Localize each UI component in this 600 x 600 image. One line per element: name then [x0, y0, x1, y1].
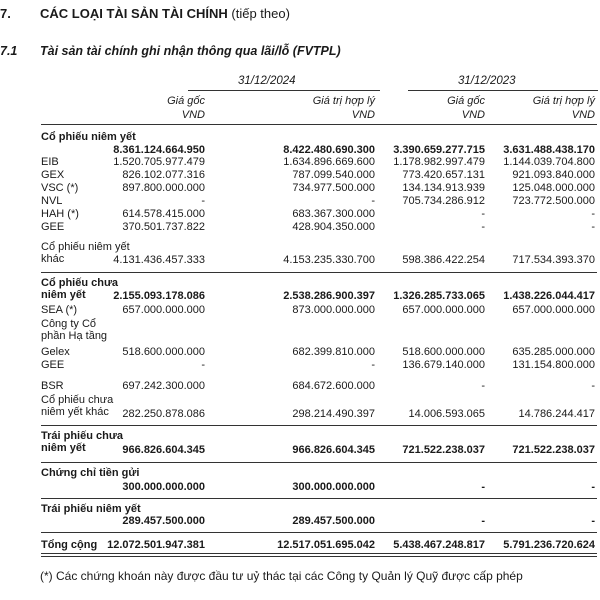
- cell-cost-2024: 697.242.300.000: [122, 380, 205, 392]
- section-title-suffix: (tiếp theo): [231, 6, 290, 21]
- cell-cost-2023: 136.679.140.000: [402, 359, 485, 371]
- column-header-unit: VND: [461, 109, 485, 121]
- cell-cost-2023: 14.006.593.065: [408, 408, 485, 420]
- column-header-cost-2023: [447, 94, 485, 122]
- cell-cost-2023: 773.420.657.131: [402, 169, 485, 181]
- period-2023-rule: [408, 90, 598, 91]
- cell-cost-2024: 2.155.093.178.086: [113, 290, 205, 302]
- cell-fair-value-2024: 684.672.600.000: [292, 380, 375, 392]
- cell-cost-2024: 282.250.878.086: [122, 408, 205, 420]
- row-label: Trái phiếu niêm yết: [41, 503, 141, 515]
- cell-fair-value-2023: -: [591, 221, 595, 233]
- column-header-unit: VND: [351, 109, 375, 121]
- cell-fair-value-2023: 635.285.000.000: [512, 346, 595, 358]
- cell-cost-2023: 5.438.467.248.817: [393, 539, 485, 551]
- row-label: EIB: [41, 156, 59, 168]
- cell-cost-2023: 518.600.000.000: [402, 346, 485, 358]
- row-label: NVL: [41, 195, 63, 207]
- cell-cost-2023: -: [481, 380, 485, 392]
- cell-fair-value-2023: 921.093.840.000: [512, 169, 595, 181]
- cell-fair-value-2023: 3.631.488.438.170: [503, 144, 595, 156]
- row-label: BSR: [41, 380, 64, 392]
- cell-fair-value-2024: 1.634.896.669.600: [283, 156, 375, 168]
- cell-fair-value-2024: 289.457.500.000: [292, 515, 375, 527]
- cell-fair-value-2023: 721.522.238.037: [512, 444, 595, 456]
- cell-fair-value-2024: 966.826.604.345: [292, 444, 375, 456]
- cell-fair-value-2023: 717.534.393.370: [512, 254, 595, 266]
- cell-cost-2024: 370.501.737.822: [122, 221, 205, 233]
- cell-cost-2024: 8.361.124.664.950: [113, 144, 205, 156]
- cell-cost-2024: 1.520.705.977.479: [113, 156, 205, 168]
- cell-cost-2024: -: [201, 195, 205, 207]
- row-label: Trái phiếu chưa niêm yết: [41, 430, 123, 454]
- cell-cost-2024: 614.578.415.000: [122, 208, 205, 220]
- row-label: Công ty Cổ phần Hạ tầng: [41, 318, 108, 342]
- column-header-fair-value-2023: [533, 94, 595, 122]
- cell-cost-2023: 657.000.000.000: [402, 304, 485, 316]
- cell-cost-2024: 300.000.000.000: [122, 481, 205, 493]
- cell-fair-value-2024: 300.000.000.000: [292, 481, 375, 493]
- cell-fair-value-2024: 873.000.000.000: [292, 304, 375, 316]
- row-label: SEA (*): [41, 304, 78, 316]
- cell-cost-2024: 657.000.000.000: [122, 304, 205, 316]
- cell-cost-2023: 1.326.285.733.065: [393, 290, 485, 302]
- subsection-title: Tài sản tài chính ghi nhận thông qua lãi/lỗ (FVTPL): [40, 44, 341, 58]
- cell-cost-2023: 705.734.286.912: [402, 195, 485, 207]
- column-header-label: Giá trị hợp lý: [532, 95, 595, 107]
- row-label: Cổ phiếu chưa niêm yết khác: [41, 394, 114, 418]
- cell-cost-2023: -: [481, 481, 485, 493]
- cell-fair-value-2024: 683.367.300.000: [292, 208, 375, 220]
- row-label: Cổ phiếu niêm yết khác: [41, 241, 130, 265]
- row-label: Cổ phiếu niêm yết: [41, 131, 136, 143]
- cell-fair-value-2024: -: [371, 195, 375, 207]
- row-label: Gelex: [41, 346, 70, 358]
- cell-fair-value-2023: 723.772.500.000: [512, 195, 595, 207]
- column-header-fair-value-2024: [313, 94, 375, 122]
- cell-fair-value-2024: 12.517.051.695.042: [277, 539, 375, 551]
- subsection-number: 7.1: [0, 44, 18, 58]
- cell-cost-2023: -: [481, 515, 485, 527]
- cell-fair-value-2023: 131.154.800.000: [512, 359, 595, 371]
- cell-fair-value-2023: 1.438.226.044.417: [503, 290, 595, 302]
- cell-cost-2023: 598.386.422.254: [402, 254, 485, 266]
- section-title-main: CÁC LOẠI TÀI SẢN TÀI CHÍNH: [40, 6, 228, 21]
- cell-fair-value-2024: 682.399.810.000: [292, 346, 375, 358]
- cell-fair-value-2023: -: [591, 481, 595, 493]
- column-header-unit: VND: [571, 109, 595, 121]
- total-rule-top: [41, 553, 597, 554]
- subtotal-rule: [41, 272, 597, 273]
- cell-fair-value-2023: -: [591, 515, 595, 527]
- row-rule: [41, 462, 597, 463]
- footnote: (*) Các chứng khoán này được đầu tư uỷ thác tại các Công ty Quản lý Quỹ được cấp phép: [40, 569, 523, 583]
- cell-cost-2023: -: [481, 221, 485, 233]
- section-number: 7.: [0, 6, 11, 21]
- cell-fair-value-2024: 8.422.480.690.300: [283, 144, 375, 156]
- column-header-cost-2024: [167, 94, 205, 122]
- row-label: HAH (*): [41, 208, 79, 220]
- cell-fair-value-2023: -: [591, 380, 595, 392]
- cell-fair-value-2024: 787.099.540.000: [292, 169, 375, 181]
- cell-fair-value-2024: 298.214.490.397: [292, 408, 375, 420]
- header-rule: [41, 124, 597, 125]
- cell-cost-2024: 518.600.000.000: [122, 346, 205, 358]
- subtotal-rule: [41, 425, 597, 426]
- section-title: [40, 6, 290, 21]
- cell-cost-2024: 12.072.501.947.381: [107, 539, 205, 551]
- cell-cost-2023: -: [481, 208, 485, 220]
- row-label: Chứng chỉ tiền gửi: [41, 467, 140, 479]
- row-label: Tổng cộng: [41, 539, 98, 551]
- period-2024: 31/12/2024: [238, 75, 296, 87]
- cell-fair-value-2024: -: [371, 359, 375, 371]
- cell-cost-2023: 3.390.659.277.715: [393, 144, 485, 156]
- row-label: VSC (*): [41, 182, 79, 194]
- cell-fair-value-2024: 4.153.235.330.700: [283, 254, 375, 266]
- cell-fair-value-2023: 1.144.039.704.800: [503, 156, 595, 168]
- period-2023: 31/12/2023: [458, 75, 516, 87]
- column-header-label: Giá gốc: [447, 95, 485, 107]
- column-header-label: Giá gốc: [167, 95, 205, 107]
- cell-fair-value-2024: 2.538.286.900.397: [283, 290, 375, 302]
- cell-cost-2023: 134.134.913.939: [402, 182, 485, 194]
- row-label: GEE: [41, 359, 65, 371]
- column-header-label: Giá trị hợp lý: [312, 95, 375, 107]
- row-label: Cổ phiếu chưa niêm yết: [41, 277, 119, 301]
- cell-fair-value-2023: 14.786.244.417: [518, 408, 595, 420]
- row-label: GEE: [41, 221, 65, 233]
- row-rule: [41, 532, 597, 533]
- cell-fair-value-2023: 657.000.000.000: [512, 304, 595, 316]
- cell-cost-2024: 289.457.500.000: [122, 515, 205, 527]
- cell-cost-2024: 966.826.604.345: [122, 444, 205, 456]
- column-header-unit: VND: [181, 109, 205, 121]
- cell-cost-2024: 826.102.077.316: [122, 169, 205, 181]
- row-rule: [41, 498, 597, 499]
- cell-cost-2024: 897.800.000.000: [122, 182, 205, 194]
- cell-cost-2023: 721.522.238.037: [402, 444, 485, 456]
- cell-fair-value-2024: 734.977.500.000: [292, 182, 375, 194]
- cell-fair-value-2023: -: [591, 208, 595, 220]
- cell-cost-2023: 1.178.982.997.479: [393, 156, 485, 168]
- row-label: GEX: [41, 169, 65, 181]
- cell-fair-value-2023: 125.048.000.000: [512, 182, 595, 194]
- cell-cost-2024: -: [201, 359, 205, 371]
- cell-fair-value-2024: 428.904.350.000: [292, 221, 375, 233]
- period-2024-rule: [188, 90, 380, 91]
- total-rule-bottom: [41, 556, 597, 557]
- cell-cost-2024: 4.131.436.457.333: [113, 254, 205, 266]
- cell-fair-value-2023: 5.791.236.720.624: [503, 539, 595, 551]
